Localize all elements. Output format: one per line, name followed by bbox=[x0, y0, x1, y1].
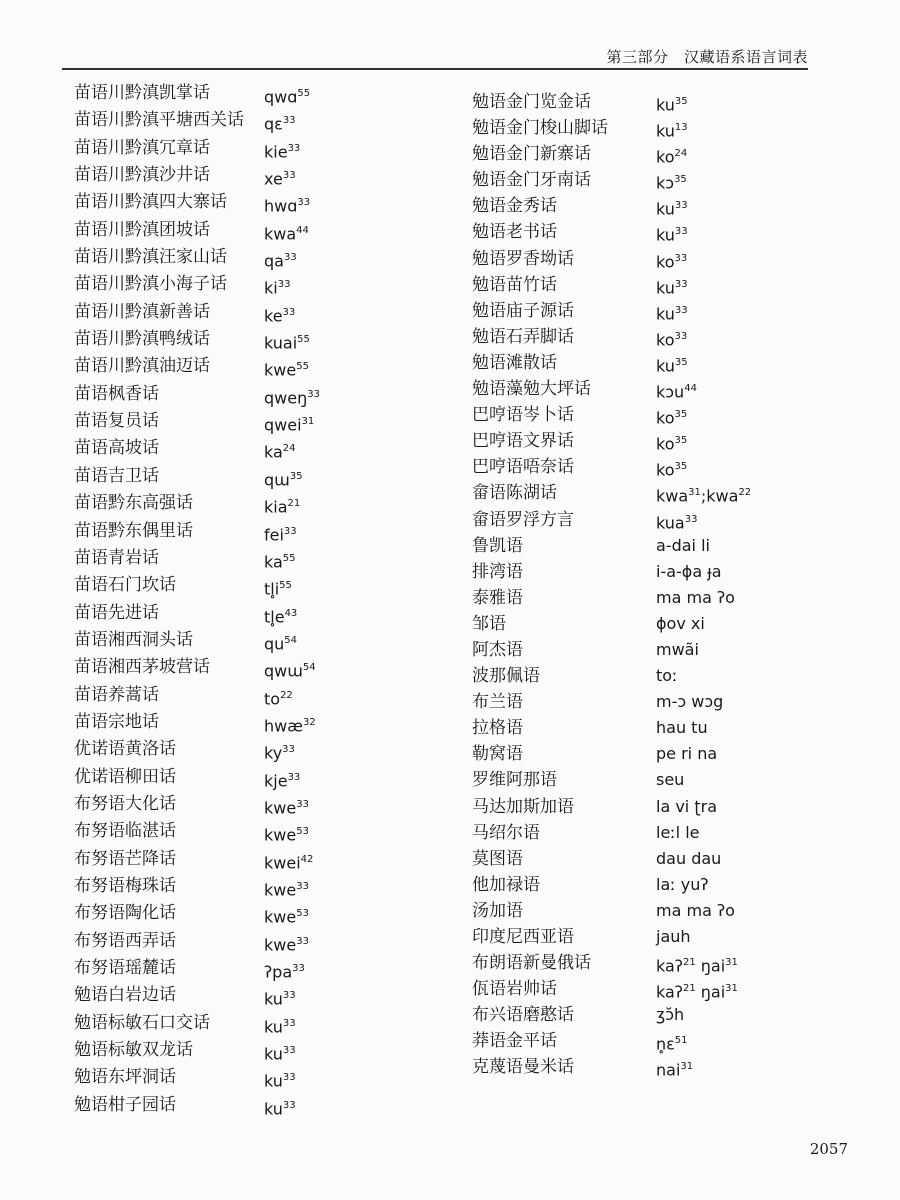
language-name: 鲁凯语 bbox=[472, 535, 523, 556]
language-name: 布努语芒降话 bbox=[74, 848, 176, 869]
word-form: leːl le bbox=[656, 822, 700, 842]
word-form: i-a-ɸa ɟa bbox=[656, 561, 722, 581]
language-name: 马绍尔语 bbox=[472, 822, 540, 843]
language-name: 泰雅语 bbox=[472, 587, 523, 608]
language-name: 布朗语新曼俄话 bbox=[472, 953, 591, 974]
language-name: 苗语复员话 bbox=[74, 411, 159, 432]
language-name: 布努语西弄话 bbox=[74, 930, 176, 951]
word-form: kie$^{33}$ bbox=[264, 142, 301, 162]
word-form: $ku^{33}$ bbox=[656, 277, 688, 297]
language-name: 勉语金门梭山脚话 bbox=[472, 118, 608, 139]
language-name: 勉语罗香坳话 bbox=[472, 248, 574, 269]
language-name: 勉语金秀话 bbox=[472, 196, 557, 217]
word-form: kwa$^{31}$;kwa$^{22}$ bbox=[656, 486, 752, 506]
word-form: kuai$^{55}$ bbox=[264, 333, 310, 353]
word-form: qɛ$^{33}$ bbox=[264, 114, 296, 134]
word-form: $ko^{35}$ bbox=[656, 434, 688, 454]
word-form: fei$^{33}$ bbox=[264, 524, 297, 544]
language-name: 畲语陈湖话 bbox=[472, 483, 557, 504]
language-name: 波那佩语 bbox=[472, 666, 540, 687]
language-name: 苗语川黔滇平塘西关话 bbox=[74, 110, 244, 131]
language-name: 勉语藻勉大坪话 bbox=[472, 379, 591, 400]
language-name: 苗语川黔滇团坡话 bbox=[74, 219, 210, 240]
word-form: $tl̥i^{55}$ bbox=[264, 579, 292, 599]
word-form: qwɯ$^{54}$ bbox=[264, 661, 316, 681]
language-name: 布努语陶化话 bbox=[74, 903, 176, 924]
page-number: 2057 bbox=[809, 1140, 848, 1158]
word-form: qweŋ$^{33}$ bbox=[264, 388, 320, 408]
word-form: qwɑ$^{55}$ bbox=[264, 87, 311, 107]
word-form: toː bbox=[656, 666, 678, 686]
language-name: 勉语标敏双龙话 bbox=[74, 1040, 193, 1061]
word-form: $ku^{33}$ bbox=[264, 1071, 296, 1091]
word-form: pe ri na bbox=[656, 744, 718, 764]
header-rule bbox=[62, 68, 808, 70]
word-form: ʔpa$^{33}$ bbox=[264, 962, 305, 982]
language-name: 苗语养蒿话 bbox=[74, 684, 159, 705]
language-name: 巴哼语文界话 bbox=[472, 431, 574, 452]
word-form: kua$^{33}$ bbox=[656, 512, 698, 532]
language-name: 苗语高坡话 bbox=[74, 438, 159, 459]
word-form: $ku^{33}$ bbox=[264, 1044, 296, 1064]
word-form: $ko^{33}$ bbox=[656, 330, 688, 350]
language-name: 苗语川黔滇凯掌话 bbox=[74, 83, 210, 103]
word-form: $ku^{33}$ bbox=[264, 989, 296, 1009]
language-name: 畲语罗浮方言 bbox=[472, 509, 574, 530]
word-form: $ka^{24}$ bbox=[264, 442, 296, 462]
language-name: 勉语苗竹话 bbox=[472, 274, 557, 295]
language-name: 苗语川黔滇小海子话 bbox=[74, 274, 227, 295]
language-name: 苗语黔东偶里话 bbox=[74, 520, 193, 541]
word-form: mwãi bbox=[656, 639, 699, 659]
word-form: $ko^{24}$ bbox=[656, 147, 688, 167]
word-form: $ku^{13}$ bbox=[656, 121, 688, 141]
word-form: kwe$^{33}$ bbox=[264, 880, 309, 900]
language-name: 佤语岩帅话 bbox=[472, 979, 557, 1000]
language-name: 布兴语磨憨话 bbox=[472, 1005, 574, 1026]
word-form: $ku^{33}$ bbox=[656, 304, 688, 324]
word-form: hau tu bbox=[656, 718, 708, 738]
language-name: 布兰语 bbox=[472, 692, 523, 713]
language-name: 勉语柑子园话 bbox=[74, 1094, 176, 1115]
word-form: qwei$^{31}$ bbox=[264, 415, 315, 435]
language-name: 阿杰语 bbox=[472, 639, 523, 660]
language-name: 苗语先进话 bbox=[74, 602, 159, 623]
language-name: 汤加语 bbox=[472, 900, 523, 921]
word-form: kje$^{33}$ bbox=[264, 770, 301, 790]
word-form: laː yuʔ bbox=[656, 874, 709, 894]
word-form: kia$^{21}$ bbox=[264, 497, 301, 517]
word-form: ma ma ʔo bbox=[656, 587, 735, 607]
word-form: kɔu$^{44}$ bbox=[656, 382, 697, 402]
language-name: 勉语东坪洞话 bbox=[74, 1067, 176, 1088]
language-name: 罗维阿那语 bbox=[472, 770, 557, 791]
language-name: 布努语临湛话 bbox=[74, 821, 176, 842]
language-name: 苗语吉卫话 bbox=[74, 465, 159, 486]
language-name: 苗语川黔滇冗章话 bbox=[74, 137, 210, 158]
language-name: 苗语宗地话 bbox=[74, 711, 159, 732]
word-form: ɸov xi bbox=[656, 613, 705, 633]
word-form: kwe$^{55}$ bbox=[264, 360, 309, 380]
language-name: 苗语湘西茅坡营话 bbox=[74, 657, 210, 678]
language-name: 苗语川黔滇鸭绒话 bbox=[74, 329, 210, 350]
language-name: 优诺语柳田话 bbox=[74, 766, 176, 787]
language-name: 苗语湘西洞头话 bbox=[74, 629, 193, 650]
word-form: $ki^{33}$ bbox=[264, 278, 291, 298]
word-form: $to^{22}$ bbox=[264, 688, 293, 708]
language-name: 苗语川黔滇油迈话 bbox=[74, 356, 210, 377]
word-form: dau dau bbox=[656, 848, 722, 868]
word-form: m-ɔ wɔg bbox=[656, 692, 724, 712]
word-form: $qu^{54}$ bbox=[264, 634, 298, 654]
word-form: $ke^{33}$ bbox=[264, 306, 296, 326]
language-name: 他加禄语 bbox=[472, 874, 540, 895]
word-form: $ko^{35}$ bbox=[656, 408, 688, 428]
language-name: 布努语大化话 bbox=[74, 793, 176, 814]
word-form: kaʔ$^{21}$ ŋai$^{31}$ bbox=[656, 982, 738, 1002]
language-name: 勉语庙子源话 bbox=[472, 300, 574, 321]
language-name: 苗语枫香话 bbox=[74, 383, 159, 404]
language-name: 勉语金门牙南话 bbox=[472, 170, 591, 191]
word-form: kwe$^{53}$ bbox=[264, 907, 309, 927]
language-name: 勒窝语 bbox=[472, 744, 523, 765]
word-form: hwɑ$^{33}$ bbox=[264, 196, 311, 216]
word-form: jauh bbox=[656, 927, 691, 946]
word-form: kaʔ$^{21}$ ŋai$^{31}$ bbox=[656, 956, 738, 976]
word-form: qɯ$^{35}$ bbox=[264, 470, 303, 490]
word-form: $tl̥e^{43}$ bbox=[264, 606, 298, 626]
word-form: ma ma ʔo bbox=[656, 900, 735, 920]
word-form: $ku^{33}$ bbox=[656, 199, 688, 219]
language-name: 印度尼西亚语 bbox=[472, 927, 574, 947]
language-name: 苗语黔东高强话 bbox=[74, 493, 193, 514]
word-form: $ky^{33}$ bbox=[264, 743, 295, 763]
word-form: a-dai li bbox=[656, 535, 710, 555]
language-name: 优诺语黄洛话 bbox=[74, 739, 176, 760]
language-name: 勉语金门览金话 bbox=[472, 92, 591, 112]
word-form: hwæ$^{32}$ bbox=[264, 716, 316, 736]
language-name: 苗语石门坎话 bbox=[74, 575, 176, 596]
word-form: ʒɔ̆h bbox=[656, 1005, 685, 1025]
word-form: $qa^{33}$ bbox=[264, 251, 297, 271]
language-name: 苗语川黔滇沙井话 bbox=[74, 165, 210, 186]
word-form: n̥ɛ$^{51}$ bbox=[656, 1034, 688, 1054]
language-name: 拉格语 bbox=[472, 718, 523, 739]
language-name: 巴哼语唔奈话 bbox=[472, 457, 574, 478]
word-form: kɔ$^{35}$ bbox=[656, 173, 687, 193]
word-form: kwe$^{33}$ bbox=[264, 798, 309, 818]
language-name: 排湾语 bbox=[472, 561, 523, 582]
word-form: kwei$^{42}$ bbox=[264, 852, 314, 872]
word-form: $ku^{33}$ bbox=[656, 225, 688, 245]
word-form: $ka^{55}$ bbox=[264, 552, 296, 572]
word-form: $ko^{33}$ bbox=[656, 251, 688, 271]
language-name: 莫图语 bbox=[472, 848, 523, 869]
language-name: 布努语梅珠话 bbox=[74, 875, 176, 896]
word-form: kwe$^{33}$ bbox=[264, 934, 309, 954]
language-name: 布努语瑶麓话 bbox=[74, 958, 176, 978]
word-form: $ku^{35}$ bbox=[656, 356, 688, 376]
word-form: $ku^{33}$ bbox=[264, 1017, 296, 1037]
language-name: 苗语川黔滇四大寨话 bbox=[74, 192, 227, 213]
word-form: la vi ʈra bbox=[656, 796, 717, 816]
language-name: 勉语老书话 bbox=[472, 222, 557, 243]
word-form: nai$^{31}$ bbox=[656, 1060, 694, 1080]
word-form: kwa$^{44}$ bbox=[264, 224, 309, 244]
language-name: 勉语白岩边话 bbox=[74, 985, 176, 1006]
language-name: 苗语青岩话 bbox=[74, 547, 159, 568]
word-form: $ku^{33}$ bbox=[264, 1099, 296, 1119]
language-name: 邹语 bbox=[472, 613, 506, 634]
word-form: $ku^{35}$ bbox=[656, 95, 688, 115]
language-name: 苗语川黔滇新善话 bbox=[74, 301, 210, 322]
language-name: 勉语金门新寨话 bbox=[472, 144, 591, 165]
language-name: 巴哼语岑卜话 bbox=[472, 405, 574, 426]
word-form: $xe^{33}$ bbox=[264, 169, 296, 189]
language-name: 勉语石弄脚话 bbox=[472, 326, 574, 347]
word-form: $ko^{35}$ bbox=[656, 460, 688, 480]
language-name: 勉语标敏石口交话 bbox=[74, 1012, 210, 1033]
language-name: 莽语金平话 bbox=[472, 1031, 557, 1052]
word-form: seu bbox=[656, 770, 685, 790]
language-name: 勉语滩散话 bbox=[472, 352, 557, 373]
language-name: 苗语川黔滇汪家山话 bbox=[74, 247, 227, 268]
language-name: 克蔑语曼米话 bbox=[472, 1057, 574, 1078]
running-header: 第三部分 汉藏语系语言词表 bbox=[606, 48, 808, 66]
word-form: kwe$^{53}$ bbox=[264, 825, 309, 845]
language-name: 马达加斯加语 bbox=[472, 796, 574, 817]
